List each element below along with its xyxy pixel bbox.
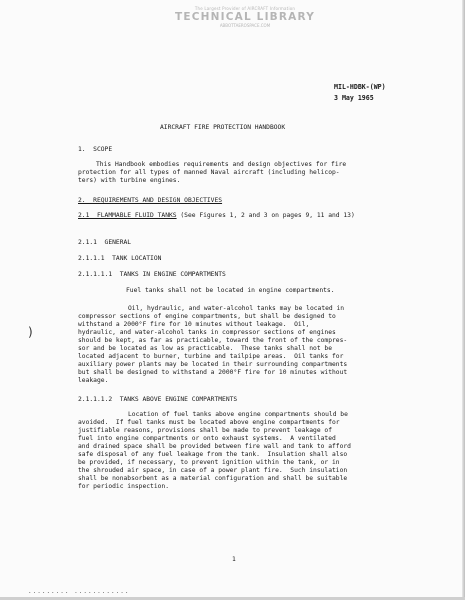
- para-line: withstand a 2000°F fire for 10 minutes without leakage. Oil,: [78, 321, 310, 328]
- section-2-1-figure-reference: (See Figures 1, 2 and 3 on pages 9, 11 and 13): [176, 212, 355, 219]
- section-1-heading: 1. SCOPE: [78, 146, 113, 153]
- watermark-title: TECHNICAL LIBRARY: [174, 11, 316, 23]
- para-line: be provided, if necessary, to prevent ignition within the tank, or in: [78, 459, 340, 466]
- para-line: auxiliary power plants may be located in their surrounding compartments: [78, 361, 348, 368]
- para-line: hydraulic, and water-alcohol tanks in compressor sections of engines: [78, 329, 336, 336]
- para-line: leakage.: [78, 377, 109, 384]
- page-number: 1: [232, 556, 236, 563]
- section-2-1-heading: 2.1 FLAMMABLE FLUID TANKS: [78, 212, 177, 219]
- para-line: for periodic inspection.: [78, 483, 169, 490]
- para-line: should be kept, as far as practicable, toward the front of the compres-: [78, 337, 348, 344]
- para-line: safe disposal of any fuel leakage from the tank. Insulation shall also: [78, 451, 348, 458]
- section-2-1-1-1-1-heading: 2.1.1.1.1 TANKS IN ENGINE COMPARTMENTS: [78, 271, 226, 278]
- footer-fragment: ......... ............: [28, 588, 130, 595]
- para-line: justifiable reasons, provisions shall be made to prevent leakage of: [78, 427, 333, 434]
- document-date: 3 May 1965: [334, 94, 374, 102]
- para-line: Location of fuel tanks above engine compartments should be: [128, 411, 348, 418]
- scope-line-3: ters) with turbine engines.: [78, 177, 181, 184]
- watermark-tagline: The Largest Provider of AIRCRAFT Information: [194, 6, 296, 11]
- section-2-1-1-heading: 2.1.1 GENERAL: [78, 239, 132, 246]
- para-line: the shrouded air space, in case of a power plant fire. Such insulation: [78, 467, 348, 474]
- engine-compartment-fuel-rule: Fuel tanks shall not be located in engine compartments.: [126, 287, 335, 294]
- para-line: compressor sections of engine compartments, but shall be designed to: [78, 313, 336, 320]
- watermark-logo: [150, 6, 340, 28]
- para-line: Oil, hydraulic, and water-alcohol tanks may be located in: [128, 305, 345, 312]
- para-line: sor and be located as low as practicable. These tanks shall not be: [78, 345, 333, 352]
- para-line: avoided. If fuel tanks must be located above engine compartments for: [78, 419, 340, 426]
- margin-bracket-mark: ): [28, 325, 33, 339]
- para-line: but shall be designed to withstand a 2000°F fire for 10 minutes without: [78, 369, 348, 376]
- watermark-url: ABBOTTAEROSPACE.COM: [219, 23, 271, 28]
- section-2-1-1-1-heading: 2.1.1.1 TANK LOCATION: [78, 255, 162, 262]
- scope-line-2: protection for all types of manned Naval aircraft (including helicop-: [78, 169, 340, 176]
- para-line: shall be nonabsorbent as a material configuration and shall be suitable: [78, 475, 348, 482]
- document-id: MIL-HDBK-(WP): [334, 83, 386, 91]
- section-2-1-heading-line: [78, 212, 355, 219]
- para-line: located adjacent to burner, turbine and tailpipe areas. Oil tanks for: [78, 353, 344, 360]
- para-line: fuel into engine compartments or onto exhaust systems. A ventilated: [78, 435, 336, 442]
- para-line: and drained space shall be provided between fire wall and tank to afford: [78, 443, 351, 450]
- scope-line-1: This Handbook embodies requirements and design objectives for fire: [96, 161, 347, 168]
- document-title: AIRCRAFT FIRE PROTECTION HANDBOOK: [160, 124, 286, 131]
- section-2-1-1-1-2-heading: 2.1.1.1.2 TANKS ABOVE ENGINE COMPARTMENTS: [78, 396, 238, 403]
- section-2-heading: 2. REQUIREMENTS AND DESIGN OBJECTIVES: [78, 197, 223, 204]
